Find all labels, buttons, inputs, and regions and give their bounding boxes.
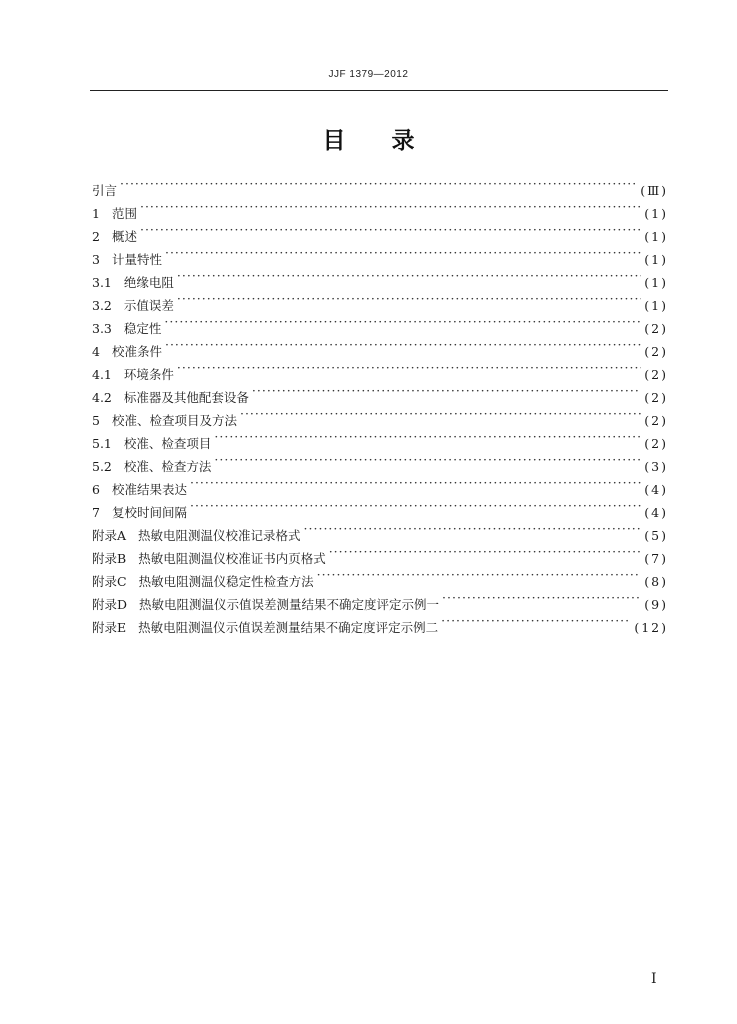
toc-entry-page: (7) — [644, 551, 668, 566]
toc-entry-number: 附录A — [92, 528, 127, 543]
toc-entry-title: 范围 — [111, 206, 137, 221]
toc-dot-leader — [190, 494, 641, 517]
toc-dot-leader — [177, 356, 641, 379]
toc-entry-number: 7 — [92, 505, 100, 520]
toc-entry-page: (4) — [644, 482, 668, 497]
toc-entry-page: (4) — [644, 505, 668, 520]
toc-entry-number: 5.1 — [92, 436, 112, 451]
toc-entry-page: (3) — [644, 459, 668, 474]
toc-dot-leader — [140, 218, 641, 241]
toc-entry-title: 概述 — [111, 229, 137, 244]
toc-dot-leader — [177, 287, 641, 310]
toc-entry[interactable] — [92, 172, 668, 198]
toc-entry-title: 示值误差 — [123, 298, 174, 313]
toc-entry[interactable] — [92, 310, 668, 336]
toc-dot-leader — [140, 195, 641, 218]
toc-entry-number: 3.3 — [92, 321, 112, 336]
toc-entry-page: (2) — [644, 367, 668, 382]
toc-entry-number: 附录D — [92, 597, 128, 612]
table-of-contents — [92, 172, 668, 635]
toc-dot-leader — [442, 586, 641, 609]
toc-entry-number: 附录C — [92, 574, 127, 589]
toc-entry-title: 引言 — [92, 183, 118, 198]
toc-entry-title: 复校时间间隔 — [111, 505, 187, 520]
toc-entry-title: 热敏电阻测温仪校准证书内页格式 — [138, 551, 326, 566]
toc-dot-leader — [329, 540, 642, 563]
toc-dot-leader — [317, 563, 642, 586]
toc-entry-page: (2) — [644, 390, 668, 405]
toc-dot-leader — [252, 379, 641, 402]
toc-entry-number: 6 — [92, 482, 100, 497]
toc-entry-title: 计量特性 — [111, 252, 162, 267]
toc-entry-number: 5.2 — [92, 459, 112, 474]
toc-entry-number: 附录E — [92, 620, 127, 635]
toc-entry-page: (1) — [644, 229, 668, 244]
toc-dot-leader — [304, 517, 642, 540]
toc-entry-number: 4.1 — [92, 367, 112, 382]
toc-entry-page: (1) — [644, 252, 668, 267]
toc-entry[interactable] — [92, 356, 668, 382]
toc-dot-leader — [441, 609, 631, 632]
toc-dot-leader — [177, 264, 641, 287]
toc-entry-page: (2) — [644, 344, 668, 359]
toc-entry[interactable] — [92, 287, 668, 313]
toc-entry-title: 热敏电阻测温仪稳定性检查方法 — [138, 574, 314, 589]
page-title: 目录 — [322, 128, 461, 154]
toc-entry-number: 5 — [92, 413, 100, 428]
toc-entry-title: 校准条件 — [111, 344, 162, 359]
toc-entry-number: 4.2 — [92, 390, 112, 405]
toc-entry-title: 绝缘电阻 — [123, 275, 174, 290]
toc-entry-number: 附录B — [92, 551, 127, 566]
toc-entry-title: 校准、检查方法 — [123, 459, 212, 474]
toc-entry-title: 校准、检查项目 — [123, 436, 212, 451]
toc-dot-leader — [165, 241, 641, 264]
toc-entry-title: 热敏电阻测温仪校准记录格式 — [138, 528, 301, 543]
toc-entry[interactable] — [92, 379, 668, 405]
toc-entry-title: 标准器及其他配套设备 — [123, 390, 249, 405]
toc-entry-number: 1 — [92, 206, 100, 221]
toc-entry[interactable] — [92, 195, 668, 221]
toc-entry-page: (1) — [644, 275, 668, 290]
toc-entry-page: (2) — [644, 436, 668, 451]
toc-dot-leader — [214, 448, 641, 471]
toc-entry-number: 3.2 — [92, 298, 112, 313]
standard-code: JJF 1379—2012 — [328, 69, 409, 80]
toc-dot-leader — [190, 471, 641, 494]
toc-entry-number: 2 — [92, 229, 100, 244]
toc-entry-page: (2) — [644, 321, 668, 336]
toc-entry-page: (1) — [644, 298, 668, 313]
toc-dot-leader — [214, 425, 641, 448]
toc-entry-title: 热敏电阻测温仪示值误差测量结果不确定度评定示例二 — [138, 620, 439, 635]
toc-entry-title: 热敏电阻测温仪示值误差测量结果不确定度评定示例一 — [139, 597, 440, 612]
toc-entry-page: (1) — [644, 206, 668, 221]
header-rule — [90, 90, 668, 91]
toc-entry-title: 环境条件 — [123, 367, 174, 382]
toc-entry-page: (8) — [644, 574, 668, 589]
toc-entry-title: 校准结果表达 — [111, 482, 187, 497]
page-number: I — [651, 971, 657, 987]
toc-entry-title: 稳定性 — [123, 321, 162, 336]
toc-entry-number: 4 — [92, 344, 100, 359]
toc-entry[interactable] — [92, 218, 668, 244]
toc-entry[interactable] — [92, 333, 668, 359]
toc-entry-page: (Ⅲ) — [640, 183, 668, 198]
toc-entry-number: 3.1 — [92, 275, 112, 290]
toc-entry-number: 3 — [92, 252, 100, 267]
toc-entry[interactable] — [92, 264, 668, 290]
toc-dot-leader — [164, 310, 641, 333]
toc-entry-page: (12) — [634, 620, 668, 635]
toc-dot-leader — [120, 172, 637, 195]
toc-entry-page: (5) — [644, 528, 668, 543]
toc-dot-leader — [165, 333, 641, 356]
toc-entry-page: (9) — [644, 597, 668, 612]
toc-dot-leader — [240, 402, 641, 425]
toc-entry-page: (2) — [644, 413, 668, 428]
toc-entry-title: 校准、检查项目及方法 — [111, 413, 237, 428]
toc-entry[interactable] — [92, 241, 668, 267]
